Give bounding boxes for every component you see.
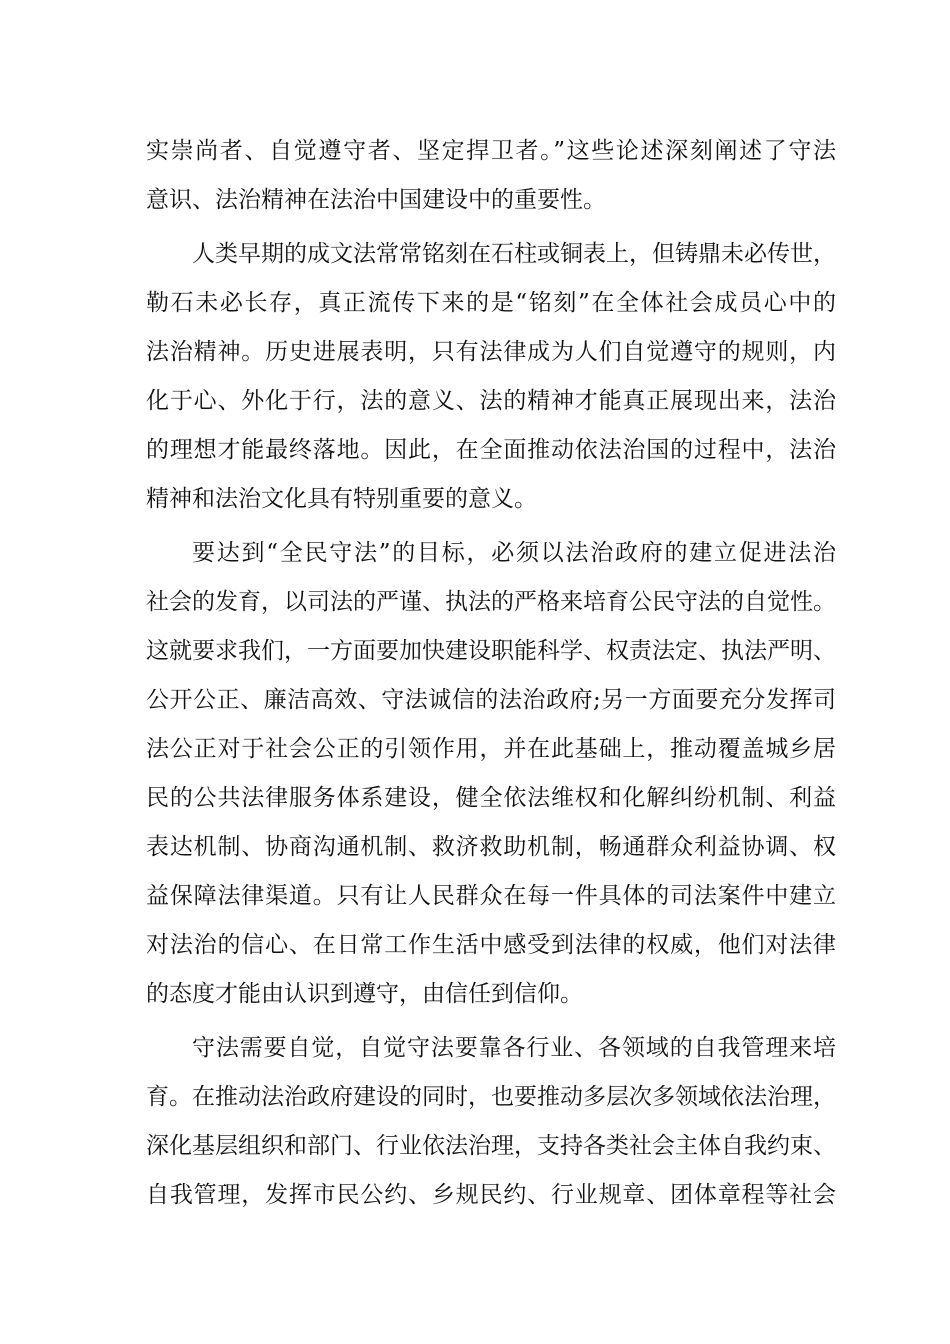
text-line: 的理想才能最终落地。因此，在全面推动依法治国的过程中，法治 [146,437,836,463]
text-line: 育。在推动法治政府建设的同时，也要推动多层次多领域依法治理， [146,1084,836,1110]
text-line: 社会的发育，以司法的严谨、执法的严格来培育公民守法的自觉性。 [146,589,836,615]
text-line: 人类早期的成文法常常铭刻在石柱或铜表上，但铸鼎未必传世， [192,241,836,267]
text-line: 民的公共法律服务体系建设，健全依法维权和化解纠纷机制、利益 [146,785,836,811]
text-line: 实崇尚者、自觉遵守者、坚定捍卫者。”这些论述深刻阐述了守法 [146,138,836,164]
paragraph-2 [146,230,836,524]
text-line: 要达到“全民守法”的目标，必须以法治政府的建立促进法治 [192,540,836,566]
text-line: 对法治的信心、在日常工作生活中感受到法律的权威，他们对法律 [146,932,836,958]
text-line: 法治精神。历史进展表明，只有法律成为人们自觉遵守的规则，内 [146,339,836,365]
text-line: 表达机制、协商沟通机制、救济救助机制，畅通群众利益协调、权 [146,834,836,860]
text-line: 法公正对于社会公正的引领作用，并在此基础上，推动覆盖城乡居 [146,736,836,762]
text-line: 这就要求我们，一方面要加快建设职能科学、权责法定、执法严明、 [146,638,836,664]
text-line: 益保障法律渠道。只有让人民群众在每一件具体的司法案件中建立 [146,883,836,909]
text-line: 的态度才能由认识到遵守，由信任到信仰。 [146,981,583,1007]
document-body [146,127,836,1220]
text-line: 意识、法治精神在法治中国建设中的重要性。 [146,187,606,213]
text-line: 化于心、外化于行，法的意义、法的精神才能真正展现出来，法治 [146,388,836,414]
text-line: 勒石未必长存，真正流传下来的是“铭刻”在全体社会成员心中的 [146,290,836,316]
paragraph-4 [146,1024,836,1220]
text-line: 自我管理，发挥市民公约、乡规民约、行业规章、团体章程等社会 [146,1182,836,1208]
text-line: 精神和法治文化具有特别重要的意义。 [146,486,537,512]
paragraph-1 [146,127,836,225]
text-line: 守法需要自觉，自觉守法要靠各行业、各领域的自我管理来培 [192,1035,836,1061]
paragraph-3 [146,529,836,1019]
text-line: 公开公正、廉洁高效、守法诚信的法治政府;另一方面要充分发挥司 [146,687,836,713]
text-line: 深化基层组织和部门、行业依法治理，支持各类社会主体自我约束、 [146,1133,836,1159]
